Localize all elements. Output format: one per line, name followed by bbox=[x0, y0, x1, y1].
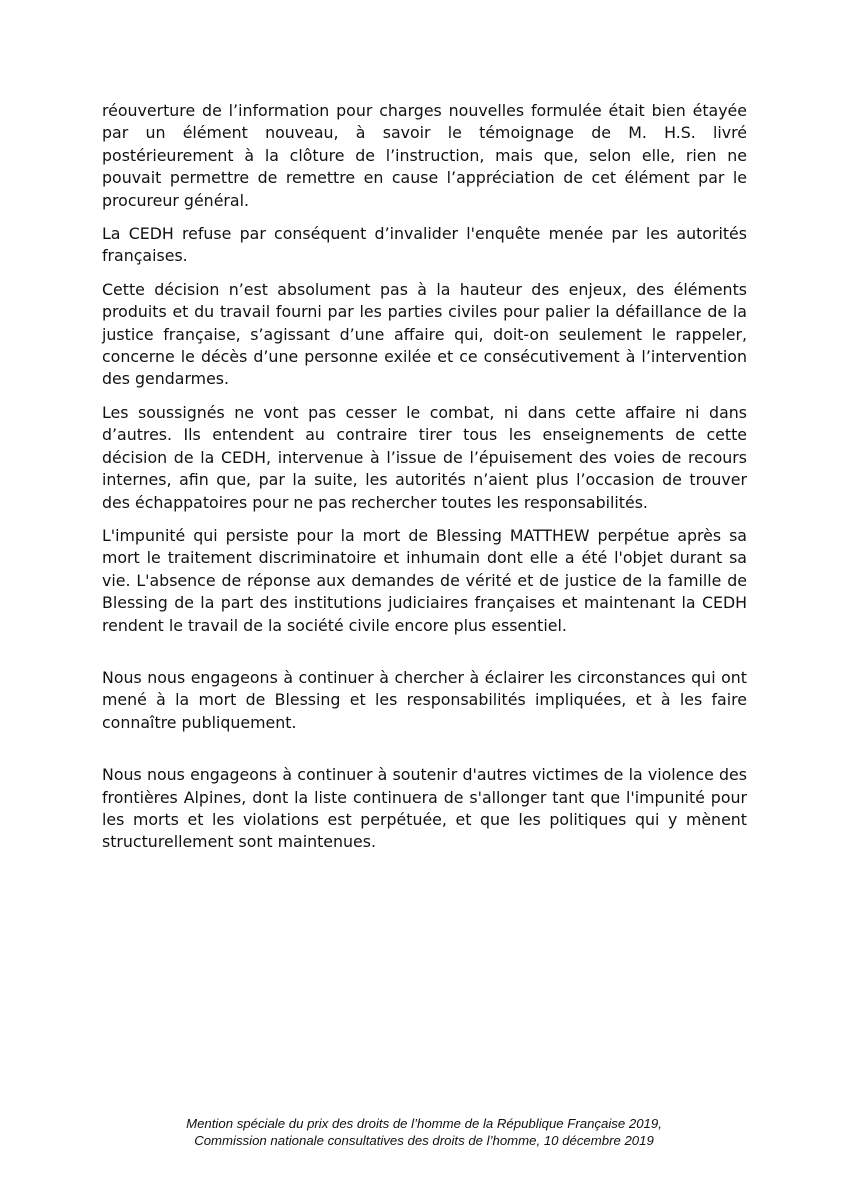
paragraph-cedh-refuse: La CEDH refuse par conséquent d’invalider l'enquête menée par les autorités françaises. bbox=[102, 224, 747, 266]
document-body bbox=[102, 100, 747, 865]
paragraph-engagement-soutenir: Nous nous engageons à continuer à soutenir d'autres victimes de la violence des frontières Alpines, dont la liste continuera de s'allonger tant que l'impunité pour les morts et les violations est perpétuée, et que les politiques qui y mènent structurellement sont maintenues. bbox=[102, 765, 747, 852]
page-footer bbox=[0, 1115, 848, 1149]
footer-line-2: Commission nationale consultatives des droits de l’homme, 10 décembre 2019 bbox=[194, 1133, 654, 1148]
paragraph-reouverture: réouverture de l’information pour charges nouvelles formulée était bien étayée par un élément nouveau, à savoir le témoignage de M. H.S. livré postérieurement à la clôture de l’instruction, mais que, selon elle, rien ne pouvait permettre de remettre en cause l’appréciation de cet élément par le procureur général. bbox=[102, 101, 747, 210]
footer-line-1: Mention spéciale du prix des droits de l’homme de la République Française 2019, bbox=[186, 1116, 662, 1131]
paragraph-decision-hauteur: Cette décision n’est absolument pas à la hauteur des enjeux, des éléments produits et du travail fourni par les parties civiles pour palier la défaillance de la justice française, s’agissant d’une affaire qui, doit-on seulement le rappeler, concerne le décès d’une personne exilée et ce consécutivement à l’intervention des gendarmes. bbox=[102, 279, 747, 389]
paragraph-impunite: L'impunité qui persiste pour la mort de Blessing MATTHEW perpétue après sa mort le traitement discriminatoire et inhumain dont elle a été l'objet durant sa vie. L'absence de réponse aux demandes de vérité et de justice de la famille de Blessing de la part des institutions judiciaires françaises et maintenant la CEDH rendent le travail de la société civile encore plus essentiel. bbox=[102, 525, 747, 635]
paragraph-soussignes: Les soussignés ne vont pas cesser le combat, ni dans cette affaire ni dans d’autres. Ils entendent au contraire tirer tous les enseignements de cette décision de la CEDH, intervenue à l’issue de l’épuisement des voies de recours internes, afin que, par la suite, les autorités n’aient plus l’occasion de trouver des échappatoires pour ne pas rechercher toutes les responsabilités. bbox=[102, 402, 747, 512]
paragraph-engagement-eclairer: Nous nous engageons à continuer à chercher à éclairer les circonstances qui ont mené à la mort de Blessing et les responsabilités impliquées, et à les faire connaître publiquement. bbox=[102, 667, 747, 732]
